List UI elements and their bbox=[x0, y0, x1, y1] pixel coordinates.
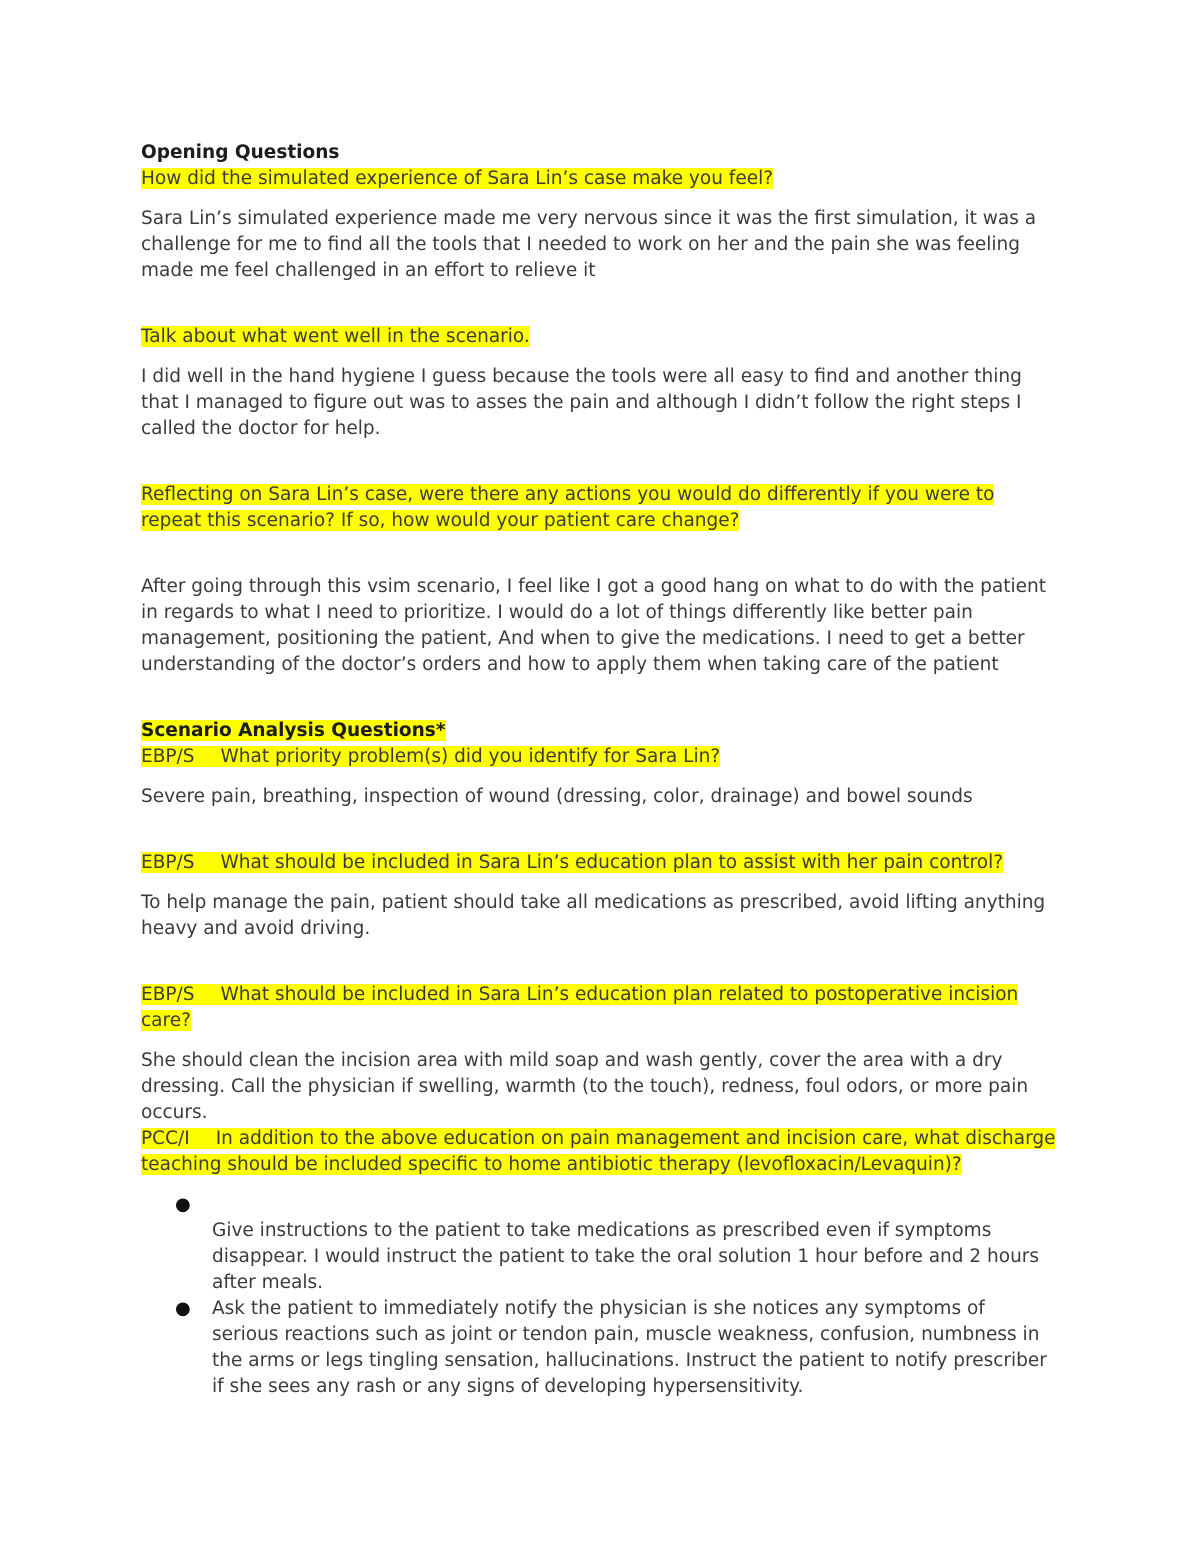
answer-differently: After going through this vsim scenario, I feel like I got a good hang on what to do with the patient in regards to what I need to prioritize. I would do a lot of things differently like better pain management, positioning the patient, And when to give the medications. I need to get a better understanding of the doctor’s orders and how to apply them when taking care of the patient bbox=[141, 576, 1047, 675]
question-pain-education bbox=[141, 850, 1056, 876]
list-item bbox=[141, 1296, 1056, 1400]
bullet-icon: ● bbox=[175, 1194, 191, 1215]
question-incision-care bbox=[141, 982, 1056, 1034]
opening-questions-heading: Opening Questions bbox=[141, 142, 340, 163]
question-went-well-text: Talk about what went well in the scenario. bbox=[141, 326, 530, 347]
list-item bbox=[141, 1192, 1056, 1296]
scenario-analysis-heading bbox=[141, 718, 1056, 744]
answer-incision-care: She should clean the incision area with mild soap and wash gently, cover the area with a dry dressing. Call the physician if swelling, warmth (to the touch), redness, foul odors, or more pain occurs. bbox=[141, 1050, 1029, 1123]
discharge-teaching-list bbox=[141, 1192, 1056, 1400]
question-feelings bbox=[141, 166, 1056, 192]
question-priority-problem bbox=[141, 744, 1056, 770]
scenario-analysis-heading-text: Scenario Analysis Questions* bbox=[141, 720, 446, 741]
question-tag: PCC/I bbox=[141, 1128, 190, 1149]
question-incision-care-text: EBP/S What should be included in Sara Lin’s education plan related to postoperative incision care? bbox=[141, 984, 1019, 1031]
question-differently bbox=[141, 482, 1056, 534]
question-priority-problem-text: EBP/S What priority problem(s) did you identify for Sara Lin? bbox=[141, 746, 721, 767]
list-item-text: Give instructions to the patient to take medications as prescribed even if symptoms disappear. I would instruct the patient to take the oral solution 1 hour before and 2 hours after meals. bbox=[212, 1220, 1040, 1293]
question-tag: EBP/S bbox=[141, 984, 195, 1005]
question-tag: EBP/S bbox=[141, 852, 195, 873]
question-antibiotic-teaching-text: PCC/I In addition to the above education on pain management and incision care, what discharge teaching should be included specific to home antibiotic therapy (levofloxacin/Levaquin)? bbox=[141, 1128, 1056, 1175]
question-pain-education-text: EBP/S What should be included in Sara Lin’s education plan to assist with her pain control? bbox=[141, 852, 1004, 873]
answer-pain-education: To help manage the pain, patient should take all medications as prescribed, avoid lifting anything heavy and avoid driving. bbox=[141, 892, 1046, 939]
answer-feelings: Sara Lin’s simulated experience made me very nervous since it was the first simulation, it was a challenge for me to find all the tools that I needed to work on her and the pain she was feeling made me feel challenged in an effort to relieve it bbox=[141, 208, 1037, 281]
bullet-icon: ● bbox=[175, 1298, 191, 1319]
question-differently-text: Reflecting on Sara Lin’s case, were there any actions you would do differently if you were to repeat this scenario? If so, how would your patient care change? bbox=[141, 484, 995, 531]
question-antibiotic-teaching bbox=[141, 1126, 1056, 1178]
document-page bbox=[141, 140, 1056, 1400]
list-item-text: Ask the patient to immediately notify the physician is she notices any symptoms of serious reactions such as joint or tendon pain, muscle weakness, confusion, numbness in the arms or legs tingling sensation, hallucinations. Instruct the patient to notify prescriber if she sees any rash or any signs of developing hypersensitivity. bbox=[212, 1298, 1047, 1397]
answer-priority-problem: Severe pain, breathing, inspection of wound (dressing, color, drainage) and bowel sounds bbox=[141, 786, 973, 807]
question-went-well bbox=[141, 324, 1056, 350]
question-tag: EBP/S bbox=[141, 746, 195, 767]
question-feelings-text: How did the simulated experience of Sara Lin’s case make you feel? bbox=[141, 168, 774, 189]
answer-went-well: I did well in the hand hygiene I guess because the tools were all easy to find and another thing that I managed to figure out was to asses the pain and although I didn’t follow the right steps I called the doctor for help. bbox=[141, 366, 1022, 439]
